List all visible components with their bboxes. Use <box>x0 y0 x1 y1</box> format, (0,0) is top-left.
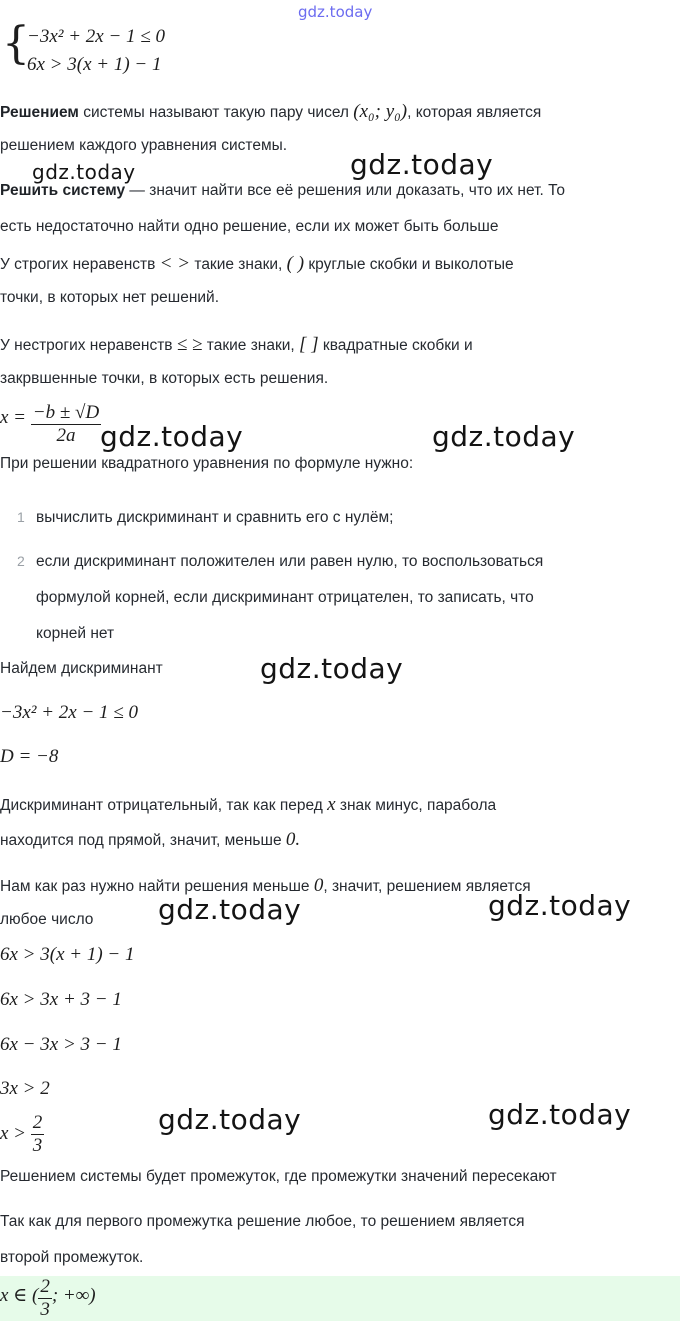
strict-text-c: круглые скобки и выколотые <box>308 256 514 273</box>
answer <box>0 1276 96 1320</box>
step-1-text: вычислить дискриминант и сравнить его с нулём; <box>36 509 394 526</box>
step-inequality-5 <box>0 1112 44 1157</box>
negative-disc-line-1 <box>0 794 496 816</box>
step5-fraction <box>31 1112 45 1157</box>
nonstrict-brackets: [ ] <box>299 334 319 355</box>
solution-term: Решением <box>0 104 79 121</box>
watermark-8: gdz.today <box>158 1103 302 1136</box>
strict-line-2: точки, в которых нет решений. <box>0 289 220 306</box>
system-line-1: −3x² + 2x − 1 ≤ 0 <box>27 26 165 47</box>
negative-disc-line-2 <box>0 829 300 851</box>
answer-rhs: ; +∞) <box>51 1284 96 1306</box>
nonstrict-signs: ≤ ≥ <box>176 334 203 355</box>
inequality-1: −3x² + 2x − 1 ≤ 0 <box>0 702 138 723</box>
watermark-1: gdz.today <box>32 160 136 184</box>
negative-disc-text-a: Дискриминант отрицательный, так как перед <box>0 797 323 814</box>
answer-denominator: 3 <box>40 1299 50 1320</box>
solve-definition-line-2: есть недостаточно найти одно решение, если их может быть больше <box>0 218 499 235</box>
find-discriminant: Найдем дискриминант <box>0 660 163 677</box>
nonstrict-text-a: У нестрогих неравенств <box>0 337 173 354</box>
watermark-top: gdz.today <box>298 3 373 21</box>
quadratic-intro: При решении квадратного уравнения по формуле нужно: <box>0 455 414 472</box>
negative-disc-x: x <box>327 794 336 815</box>
watermark-5: gdz.today <box>260 652 404 685</box>
watermark-3: gdz.today <box>100 420 244 453</box>
formula-fraction <box>31 402 101 446</box>
step-inequality-1: 6x > 3(x + 1) − 1 <box>0 944 135 965</box>
nonstrict-text-b: такие знаки, <box>206 337 295 354</box>
nonstrict-line-1 <box>0 334 473 356</box>
negative-disc-text-b: знак минус, парабола <box>339 797 497 814</box>
formula-denominator: 2a <box>56 425 76 446</box>
negative-disc-zero: 0. <box>285 829 301 850</box>
system-line-2: 6x > 3(x + 1) − 1 <box>27 54 162 75</box>
conclusion-line-3: второй промежуток. <box>0 1249 144 1266</box>
strict-signs: < > <box>159 253 191 274</box>
need-text-a: Нам как раз нужно найти решения меньше <box>0 878 310 895</box>
step5-numerator: 2 <box>32 1112 43 1133</box>
solution-text-1: системы называют такую пару чисел <box>83 104 349 121</box>
step-1-number: 1 <box>17 509 25 525</box>
strict-brackets: ( ) <box>286 253 305 274</box>
watermark-9: gdz.today <box>488 1098 632 1131</box>
solution-definition-line-1 <box>0 101 541 123</box>
solve-text-1: — значит найти все её решения или доказать, что их нет. То <box>129 182 565 199</box>
strict-text-b: такие знаки, <box>194 256 283 273</box>
step5-denominator: 3 <box>32 1135 43 1156</box>
step-inequality-4: 3x > 2 <box>0 1078 50 1099</box>
solution-text-2: , которая является <box>407 104 542 121</box>
answer-lhs: x ∈ ( <box>0 1284 39 1306</box>
watermark-2: gdz.today <box>350 148 494 181</box>
conclusion-line-1: Решением системы будет промежуток, где промежутки значений пересекают <box>0 1168 557 1185</box>
conclusion-line-2: Так как для первого промежутка решение любое, то решением является <box>0 1213 525 1230</box>
need-text-b: , значит, решением является <box>323 878 531 895</box>
step-2-number: 2 <box>17 553 25 569</box>
nonstrict-text-c: квадратные скобки и <box>322 337 473 354</box>
step-2-text-3: корней нет <box>36 625 115 642</box>
step5-lhs: x > <box>0 1122 27 1144</box>
formula-numerator: −b ± √D <box>32 402 100 423</box>
need-line-2: любое число <box>0 911 94 928</box>
answer-fraction <box>38 1276 52 1320</box>
watermark-7: gdz.today <box>488 889 632 922</box>
watermark-4: gdz.today <box>432 420 576 453</box>
solve-term: Решить систему <box>0 182 126 199</box>
step-inequality-2: 6x > 3x + 3 − 1 <box>0 989 122 1010</box>
nonstrict-line-2: закрвшенные точки, в которых есть решения. <box>0 370 329 387</box>
solve-definition-line-1 <box>0 182 565 200</box>
answer-box <box>0 1276 680 1321</box>
negative-disc-text-c: находится под прямой, значит, меньше <box>0 832 282 849</box>
answer-numerator: 2 <box>40 1276 50 1297</box>
step-inequality-3: 6x − 3x > 3 − 1 <box>0 1034 122 1055</box>
watermark-6: gdz.today <box>158 893 302 926</box>
quadratic-formula <box>0 402 101 446</box>
strict-line-1 <box>0 253 514 275</box>
formula-lhs: x = <box>0 406 27 428</box>
need-zero: 0 <box>313 875 324 896</box>
system-brace: { <box>2 18 30 69</box>
step-2-text-1: если дискриминант положителен или равен нулю, то воспользоваться <box>36 553 544 570</box>
discriminant-value: D = −8 <box>0 746 59 767</box>
strict-text-a: У строгих неравенств <box>0 256 156 273</box>
solution-definition-line-2: решением каждого уравнения системы. <box>0 137 288 154</box>
step-2-text-2: формулой корней, если дискриминант отрицателен, то записать, что <box>36 589 534 606</box>
pair-notation: (x₀; y₀) <box>353 101 408 122</box>
